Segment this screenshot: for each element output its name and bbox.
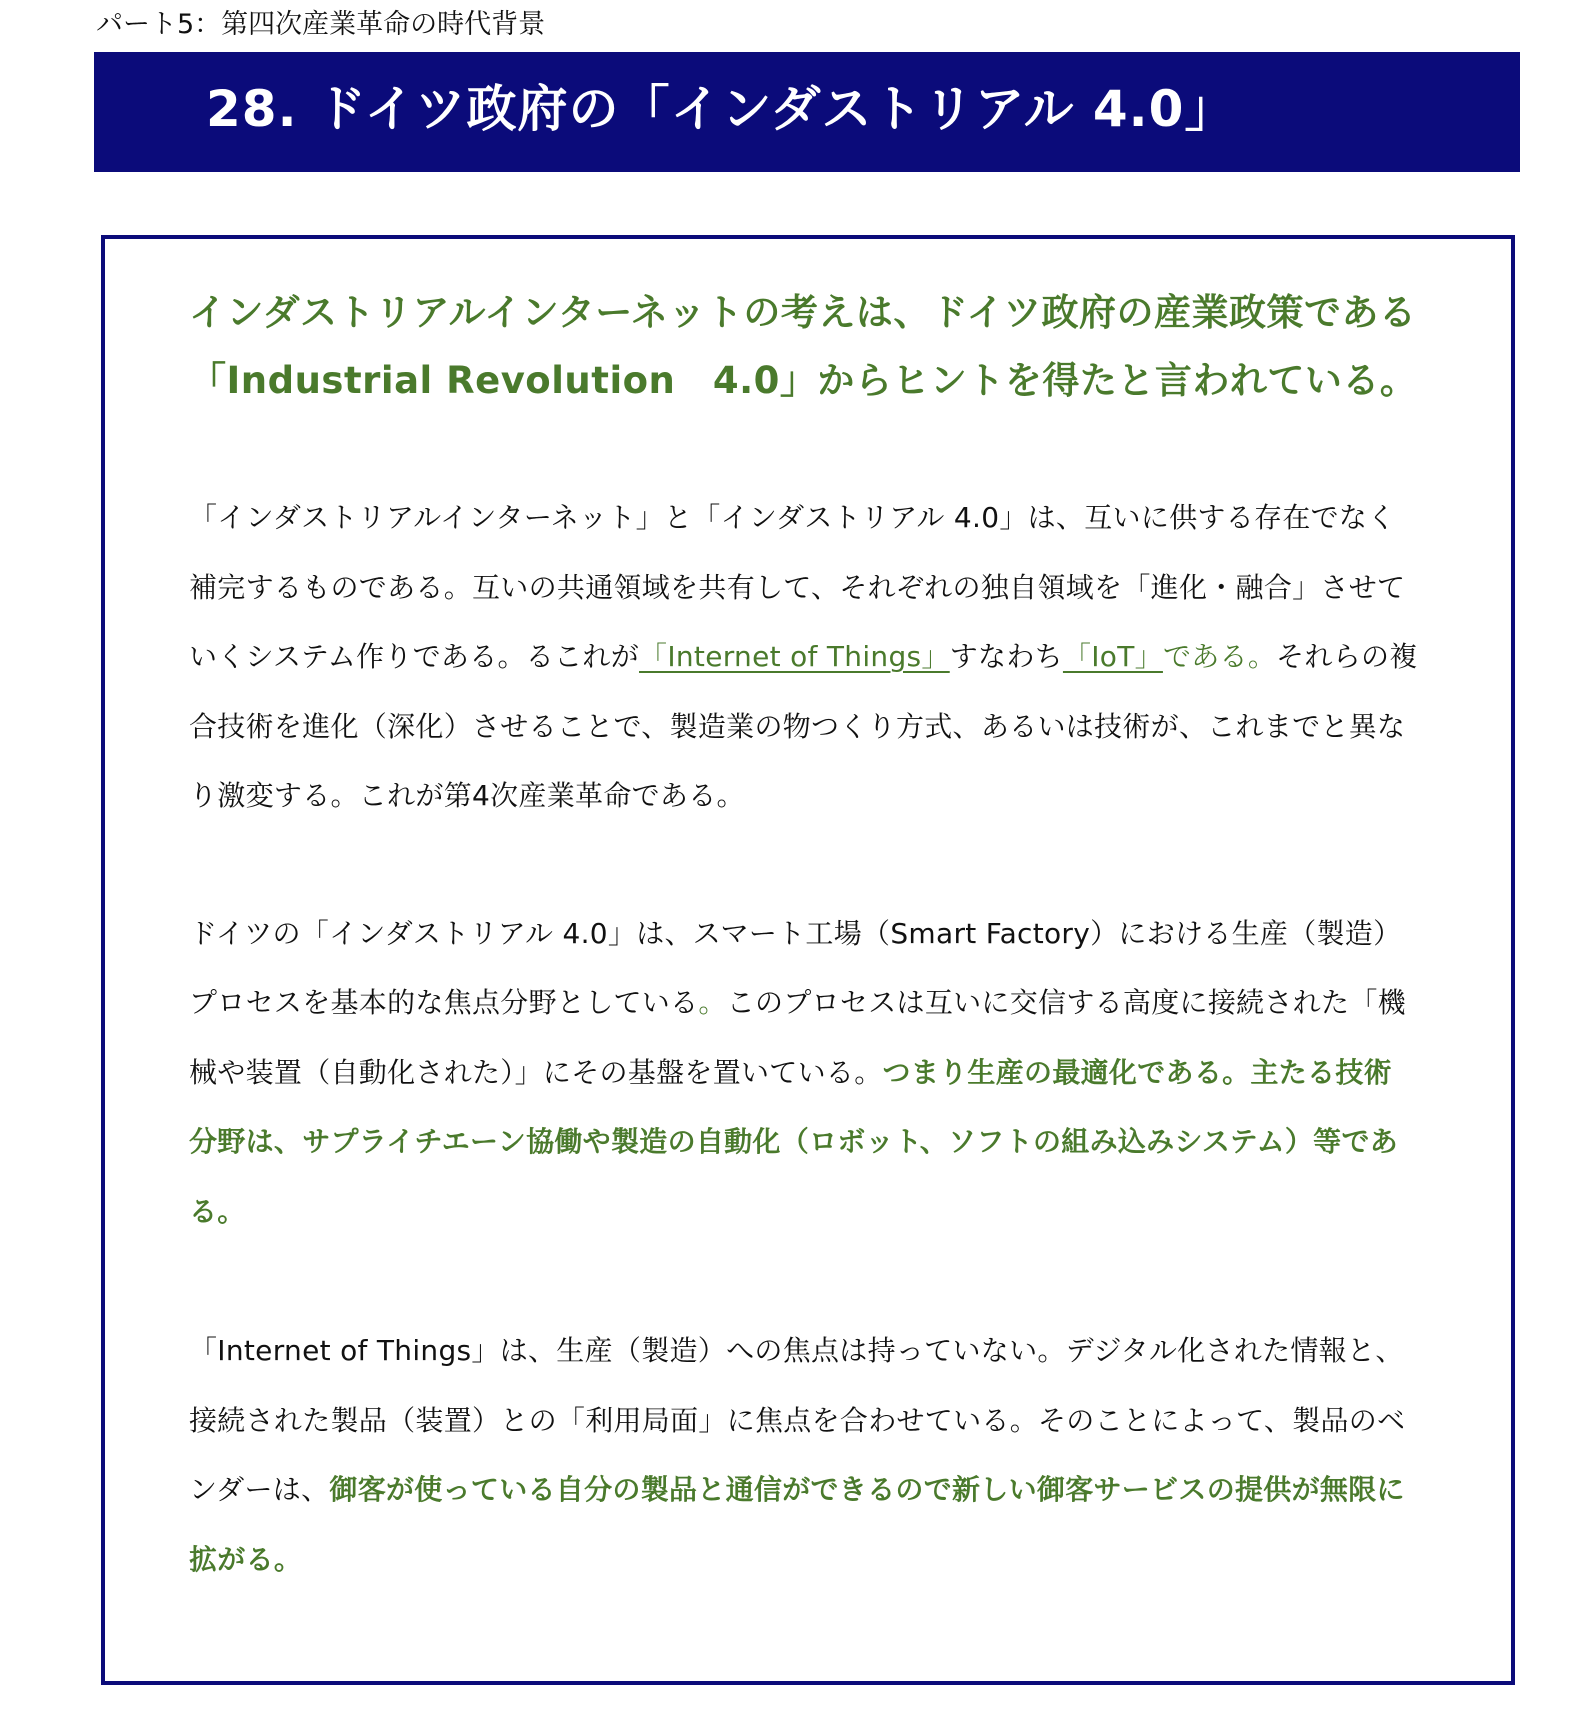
content-box bbox=[101, 235, 1515, 1685]
paragraph-text: すなわち bbox=[949, 640, 1063, 673]
page-title: 28. ドイツ政府の「インダストリアル 4.0」 bbox=[206, 80, 1236, 138]
content-body bbox=[189, 279, 1419, 1594]
internet-of-things-link[interactable]: 「Internet of Things」 bbox=[639, 640, 950, 673]
paragraph-text: それらの複合技術を進化（深化）させることで、製造業の物つくり方式、あるいは技術が、これまでと異なり激変する。これが第4次産業革命である。 bbox=[189, 640, 1418, 812]
paragraph-text: である。 bbox=[1162, 640, 1277, 673]
emphasis-text: つまり生産の最適化である。主たる技術分野は、サプライチエーン協働や製造の自動化（ロボット、ソフトの組み込みシステム）等である。 bbox=[189, 1055, 1399, 1228]
part-label: パート5：第四次産業革命の時代背景 bbox=[96, 9, 546, 40]
lead-statement: インダストリアルインターネットの考えは、ドイツ政府の産業政策である「Industrial Revolution 4.0」からヒントを得たと言われている。 bbox=[189, 291, 1418, 402]
paragraph-complementary bbox=[189, 483, 1419, 831]
paragraph-smart-factory bbox=[189, 899, 1419, 1247]
paragraph-text: ドイツの「インダストリアル 4.0」は、スマート工場（Smart Factory）における生産（製造）プロセスを基本的な焦点分野としている bbox=[189, 916, 1402, 1019]
paragraph-text: 。 bbox=[698, 986, 727, 1019]
iot-link[interactable]: 「IoT」 bbox=[1062, 640, 1163, 673]
title-banner bbox=[94, 52, 1520, 172]
emphasis-text: 御客が使っている自分の製品と通信ができるので新しい御客サービスの提供が無限に拡がる。 bbox=[189, 1473, 1405, 1576]
paragraph-text: 「Internet of Things」は、生産（製造）への焦点は持っていない。デジタル化された情報と、接続された製品（装置）との「利用局面」に焦点を合わせている。そのことによって、製品のベンダーは、 bbox=[189, 1334, 1406, 1506]
paragraph-text: 「インダストリアルインターネット」と「インダストリアル 4.0」は、互いに供する存在でなく補完するものである。互いの共通領域を共有して、それぞれの独自領域を「進化・融合」させていくシステム作りである。るこれが bbox=[189, 501, 1406, 673]
paragraph-text: このプロセスは互いに交信する高度に接続された「機械や装置（自動化された）」にその基盤を置いている。 bbox=[189, 986, 1406, 1089]
paragraph-internet-of-things bbox=[189, 1316, 1419, 1594]
